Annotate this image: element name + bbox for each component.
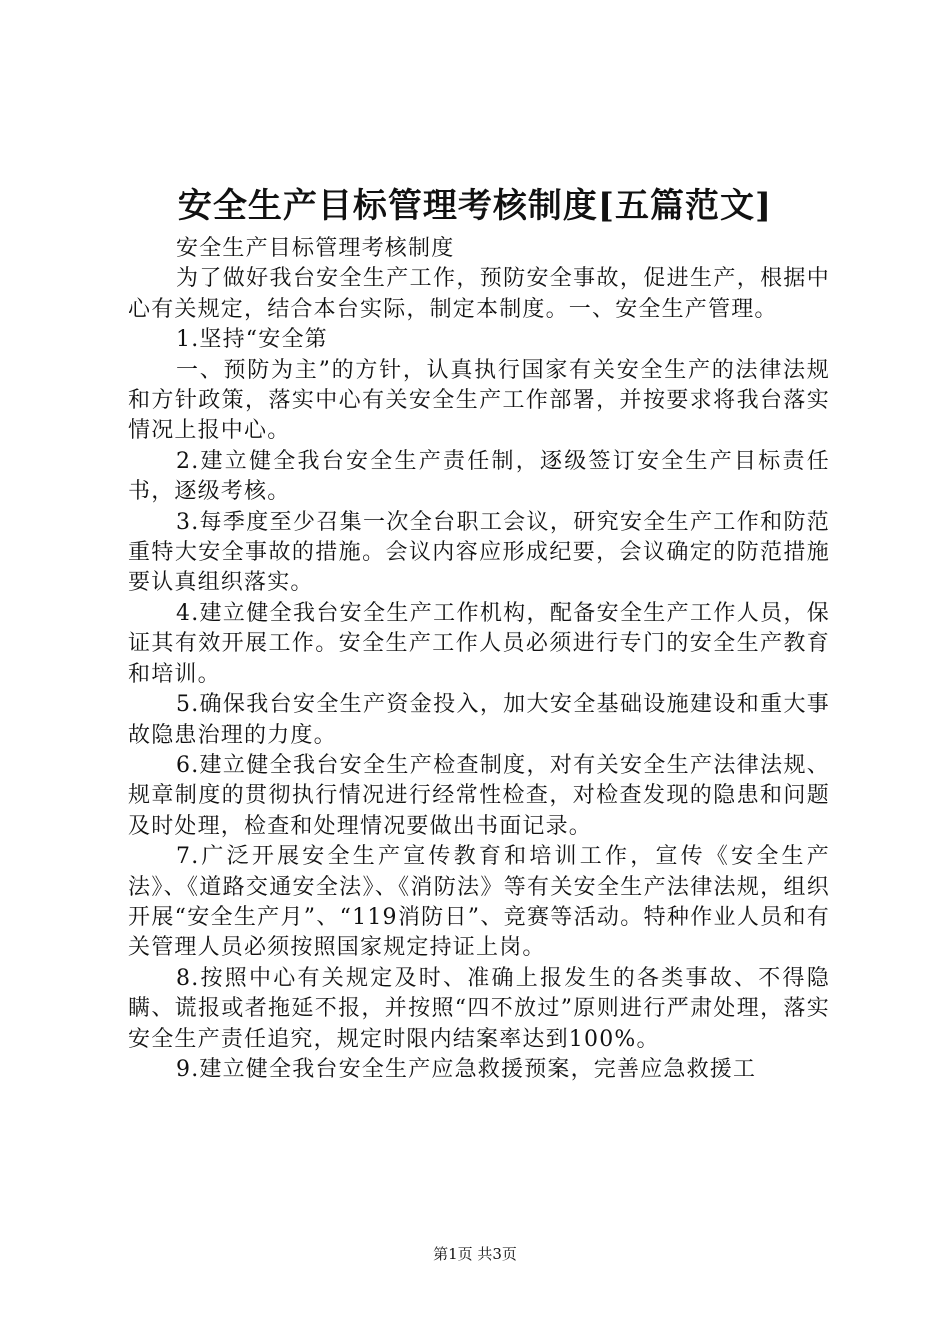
paragraph: 3.每季度至少召集一次全台职工会议，研究安全生产工作和防范重特大安全事故的措施。会议内容应形成纪要，会议确定的防范措施要认真组织落实。 (128, 509, 830, 596)
paragraph: 4.建立健全我台安全生产工作机构，配备安全生产工作人员，保证其有效开展工作。安全生产工作人员必须进行专门的安全生产教育和培训。 (128, 600, 830, 687)
paragraph: 一、预防为主”的方针，认真执行国家有关安全生产的法律法规和方针政策，落实中心有关安全生产工作部署，并按要求将我台落实情况上报中心。 (128, 357, 830, 444)
paragraph: 9.建立健全我台安全生产应急救援预案，完善应急救援工 (176, 1056, 757, 1082)
paragraph: 安全生产目标管理考核制度 (176, 236, 455, 261)
paragraph: 为了做好我台安全生产工作，预防安全事故，促进生产，根据中心有关规定，结合本台实际，制定本制度。一、安全生产管理。 (128, 266, 830, 322)
document-title: 安全生产目标管理考核制度[五篇范文] (177, 186, 773, 226)
page-number-footer: 第1页 共3页 (433, 1245, 517, 1263)
paragraph: 5.确保我台安全生产资金投入，加大安全基础设施建设和重大事故隐患治理的力度。 (128, 692, 830, 748)
document-body (128, 234, 830, 1085)
paragraph: 1.坚持“安全第 (176, 327, 328, 353)
paragraph: 8.按照中心有关规定及时、准确上报发生的各类事故、不得隐瞒、谎报或者拖延不报，并按照“四不放过”原则进行严肃处理，落实安全生产责任追究，规定时限内结案率达到100%。 (128, 965, 830, 1052)
paragraph: 2.建立健全我台安全生产责任制，逐级签订安全生产目标责任书，逐级考核。 (128, 448, 830, 505)
paragraph: 7.广泛开展安全生产宣传教育和培训工作，宣传《安全生产法》、《道路交通安全法》、《消防法》等有关安全生产法律法规，组织开展“安全生产月”、“119消防日”、竞赛等活动。特种作业人员和有关管理人员必须按照国家规定持证上岗。 (128, 844, 830, 961)
paragraph: 6.建立健全我台安全生产检查制度，对有关安全生产法律法规、规章制度的贯彻执行情况进行经常性检查，对检查发现的隐患和问题及时处理，检查和处理情况要做出书面记录。 (128, 752, 830, 839)
